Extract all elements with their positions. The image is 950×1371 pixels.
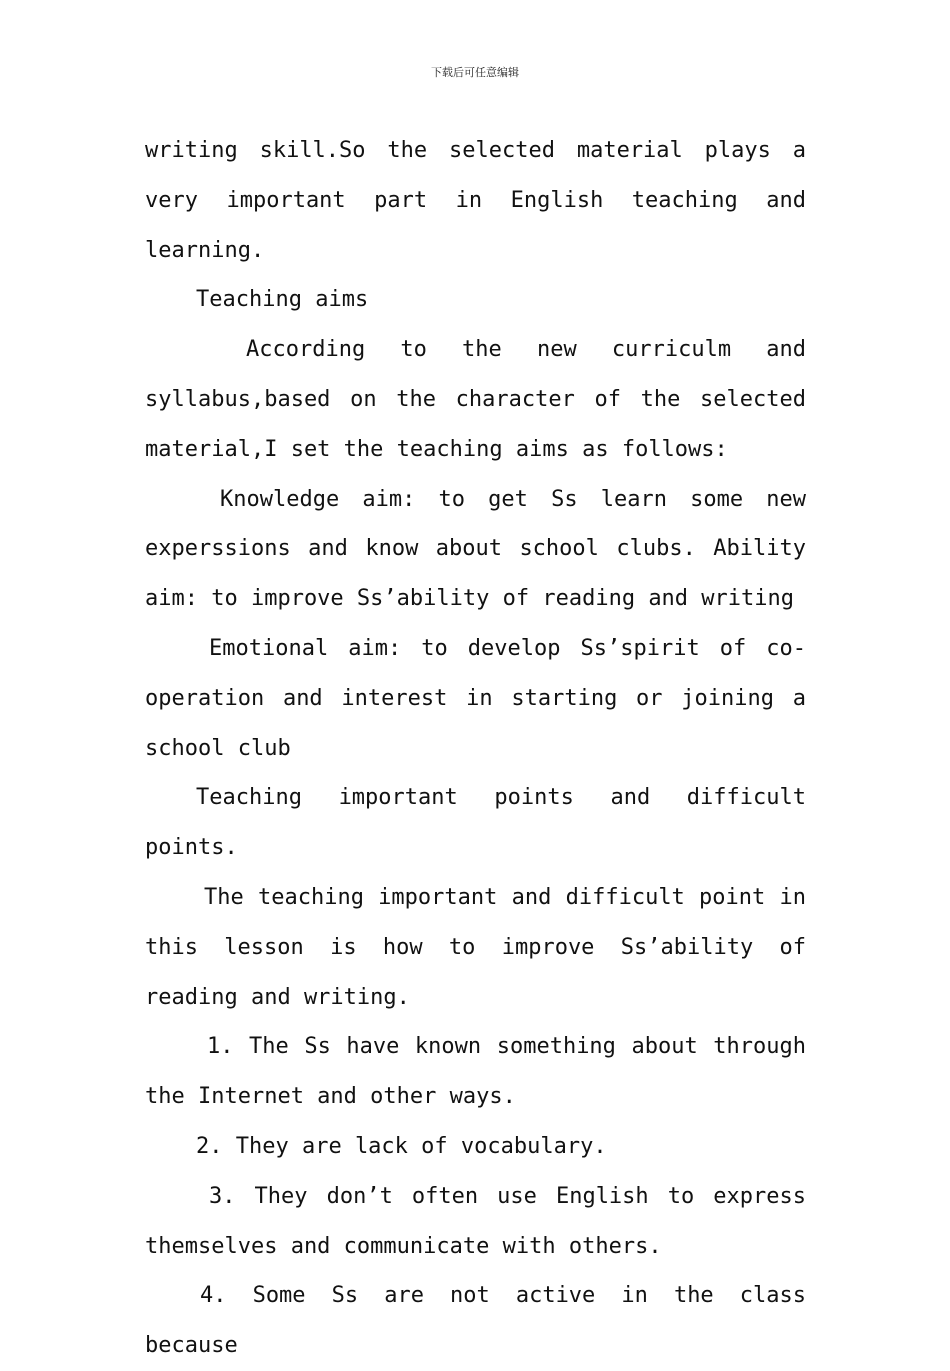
list-item-2: 2. They are lack of vocabulary. bbox=[196, 1133, 607, 1159]
heading-teaching-aims: Teaching aims bbox=[196, 287, 369, 313]
header-note: 下载后可任意编辑 bbox=[431, 66, 519, 79]
list-item-1: 1. The Ss have known something about through the Internet and other ways. bbox=[145, 1034, 806, 1110]
paragraph-important-point: The teaching important and difficult point in this lesson is how to improve Ss’ability of reading and writing. bbox=[145, 884, 806, 1010]
list-item-4: 4. Some Ss are not active in the class because bbox=[145, 1283, 806, 1359]
heading-important-points: Teaching important points and difficult points. bbox=[145, 785, 806, 861]
list-item-3: 3. They don’t often use English to express themselves and communicate with others. bbox=[145, 1183, 806, 1259]
paragraph-knowledge-aim: Knowledge aim: to get Ss learn some new experssions and know about school clubs. Ability aim: to improve Ss’ability of reading and writing bbox=[145, 486, 806, 612]
paragraph-emotional-aim: Emotional aim: to develop Ss’spirit of co-operation and interest in starting or joining a school club bbox=[145, 635, 806, 761]
paragraph-intro-continuation: writing skill.So the selected material plays a very important part in English teaching and learning. bbox=[145, 138, 806, 263]
document-body bbox=[145, 126, 806, 1371]
paragraph-according: According to the new curriculm and syllabus,based on the character of the selected material,I set the teaching aims as follows: bbox=[145, 337, 806, 462]
